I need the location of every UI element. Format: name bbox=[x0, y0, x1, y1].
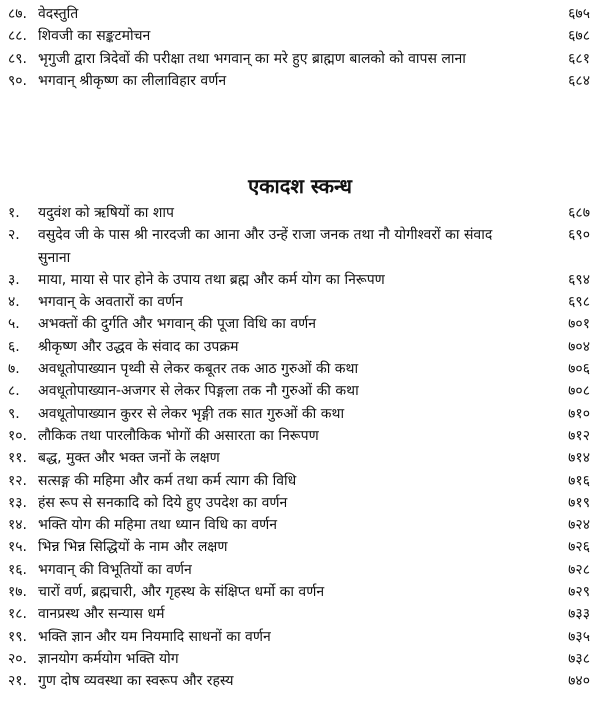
entry-number: ८८. bbox=[8, 28, 28, 45]
entry-page: ७३८ bbox=[568, 650, 590, 667]
entry-number: ८९. bbox=[8, 50, 28, 67]
entry-page: ७२९ bbox=[568, 584, 590, 601]
toc-entry bbox=[0, 648, 600, 670]
entry-page: ६७८ bbox=[568, 28, 590, 45]
entry-title: चारों वर्ण, ब्रह्मचारी, और गृहस्थ के संक्षिप्त धर्मो का वर्णन bbox=[38, 584, 325, 601]
entry-number: ३. bbox=[8, 271, 20, 288]
entry-title: भगवान् श्रीकृष्ण का लीलाविहार वर्णन bbox=[38, 72, 227, 89]
entry-page: ७२८ bbox=[568, 561, 590, 578]
entry-page: ७३३ bbox=[568, 606, 590, 623]
entry-page: ६७५ bbox=[568, 6, 590, 22]
entry-title: वसुदेव जी के पास श्री नारदजी का आना और उन्हें राजा जनक तथा नौ योगीश्वरों का संवाद सुनाना bbox=[38, 227, 493, 266]
entry-number: १७. bbox=[8, 584, 28, 601]
toc-entry bbox=[0, 269, 600, 291]
toc-entry bbox=[0, 447, 600, 469]
toc-entry bbox=[0, 380, 600, 402]
toc-entry bbox=[0, 202, 600, 224]
entry-title: वानप्रस्थ और सन्यास धर्म bbox=[38, 606, 165, 623]
entry-title: अवधूतोपाख्यान पृथ्वी से लेकर कबूतर तक आठ गुरुओं की कथा bbox=[38, 361, 359, 378]
entry-title: भगवान् के अवतारों का वर्णन bbox=[38, 294, 183, 311]
entry-page: ७१६ bbox=[568, 472, 590, 489]
entry-page: ७१२ bbox=[568, 427, 590, 444]
entry-title: ज्ञानयोग कर्मयोग भक्ति योग bbox=[38, 650, 179, 667]
section-heading: एकादश स्कन्ध bbox=[248, 174, 352, 198]
toc-entry bbox=[0, 25, 600, 47]
entry-number: ५. bbox=[8, 316, 20, 333]
entry-number: ११. bbox=[8, 450, 28, 467]
toc-entry bbox=[0, 291, 600, 313]
toc-entry bbox=[0, 470, 600, 492]
toc-entry bbox=[0, 425, 600, 447]
previous-section-list bbox=[0, 3, 600, 92]
entry-number: ६. bbox=[8, 338, 20, 355]
entry-title: अभक्तों की दुर्गति और भगवान् की पूजा विधि का वर्णन bbox=[38, 316, 316, 333]
entry-number: १८. bbox=[8, 606, 28, 623]
entry-number: १०. bbox=[8, 427, 28, 444]
entry-title: यदुवंश को ऋषियों का शाप bbox=[38, 205, 174, 221]
toc-entry bbox=[0, 626, 600, 648]
entry-number: १४. bbox=[8, 517, 28, 534]
entry-page: ७०८ bbox=[568, 383, 590, 400]
entry-title: भक्ति योग की महिमा तथा ध्यान विधि का वर्णन bbox=[38, 517, 278, 534]
entry-title: शिवजी का सङ्कटमोचन bbox=[38, 28, 151, 45]
toc-entry bbox=[0, 559, 600, 581]
entry-page: ७४० bbox=[568, 673, 590, 690]
entry-page: ६९० bbox=[568, 227, 590, 244]
entry-number: १५. bbox=[8, 539, 28, 556]
entry-number: ८. bbox=[8, 383, 20, 400]
entry-title: भगवान् की विभूतियों का वर्णन bbox=[38, 561, 192, 578]
entry-page: ७०१ bbox=[568, 316, 590, 333]
entry-number: २. bbox=[8, 227, 20, 244]
entry-page: ६८४ bbox=[568, 72, 590, 89]
toc-entry bbox=[0, 336, 600, 358]
entry-page: ७२४ bbox=[568, 517, 590, 534]
entry-title: वेदस्तुति bbox=[38, 6, 79, 22]
toc-entry bbox=[0, 603, 600, 625]
entry-page: ७०६ bbox=[568, 361, 590, 378]
entry-title: सत्सङ्ग की महिमा और कर्म तथा कर्म त्याग की विधि bbox=[38, 472, 297, 489]
entry-number: १९. bbox=[8, 628, 28, 645]
entry-page: ६९८ bbox=[568, 294, 590, 311]
entry-number: ९. bbox=[8, 405, 20, 422]
entry-page: ७०४ bbox=[568, 338, 590, 355]
toc-entry bbox=[0, 670, 600, 692]
entry-page: ७१९ bbox=[568, 494, 590, 511]
toc-entry bbox=[0, 313, 600, 335]
toc-entry bbox=[0, 48, 600, 70]
entry-title: भृगुजी द्वारा त्रिदेवों की परीक्षा तथा भगवान् का मरे हुए ब्राह्मण बालको को वापस लाना bbox=[38, 50, 466, 67]
ekadash-skandh-list bbox=[0, 202, 600, 693]
entry-number: ८७. bbox=[8, 6, 28, 22]
toc-entry bbox=[0, 492, 600, 514]
entry-title: बद्ध, मुक्त और भक्त जनों के लक्षण bbox=[38, 450, 220, 467]
entry-title: हंस रूप से सनकादि को दिये हुए उपदेश का वर्णन bbox=[38, 494, 288, 511]
entry-number: २०. bbox=[8, 650, 28, 667]
entry-title: श्रीकृष्ण और उद्धव के संवाद का उपक्रम bbox=[38, 338, 239, 355]
entry-title: माया, माया से पार होने के उपाय तथा ब्रह्म और कर्म योग का निरूपण bbox=[38, 271, 385, 288]
entry-page: ७१० bbox=[568, 405, 590, 422]
entry-title: अवधूतोपाख्यान-अजगर से लेकर पिङ्गला तक नौ गुरुओं की कथा bbox=[38, 383, 359, 400]
entry-number: १२. bbox=[8, 472, 28, 489]
entry-page: ७३५ bbox=[568, 628, 590, 645]
toc-entry bbox=[0, 581, 600, 603]
toc-entry bbox=[0, 224, 600, 269]
toc-entry bbox=[0, 70, 600, 92]
entry-number: १६. bbox=[8, 561, 28, 578]
entry-page: ७२६ bbox=[568, 539, 590, 556]
entry-page: ६९४ bbox=[568, 271, 590, 288]
entry-number: २१. bbox=[8, 673, 28, 690]
entry-page: ६८१ bbox=[568, 50, 590, 67]
entry-title: लौकिक तथा पारलौकिक भोगों की असारता का निरूपण bbox=[38, 427, 319, 444]
toc-entry bbox=[0, 403, 600, 425]
entry-title: गुण दोष व्यवस्था का स्वरूप और रहस्य bbox=[38, 673, 234, 690]
entry-title: भक्ति ज्ञान और यम नियमादि साधनों का वर्णन bbox=[38, 628, 271, 645]
entry-number: १. bbox=[8, 205, 20, 221]
entry-page: ७१४ bbox=[568, 450, 590, 467]
entry-number: १३. bbox=[8, 494, 28, 511]
toc-entry bbox=[0, 3, 600, 25]
entry-number: ४. bbox=[8, 294, 20, 311]
entry-title: अवधूतोपाख्यान कुरर से लेकर भृङ्गी तक सात गुरुओं की कथा bbox=[38, 405, 345, 422]
entry-number: ९०. bbox=[8, 72, 28, 89]
toc-entry bbox=[0, 514, 600, 536]
entry-number: ७. bbox=[8, 361, 20, 378]
toc-entry bbox=[0, 536, 600, 558]
toc-entry bbox=[0, 358, 600, 380]
entry-title: भिन्न भिन्न सिद्धियों के नाम और लक्षण bbox=[38, 539, 228, 556]
entry-page: ६८७ bbox=[568, 205, 590, 221]
